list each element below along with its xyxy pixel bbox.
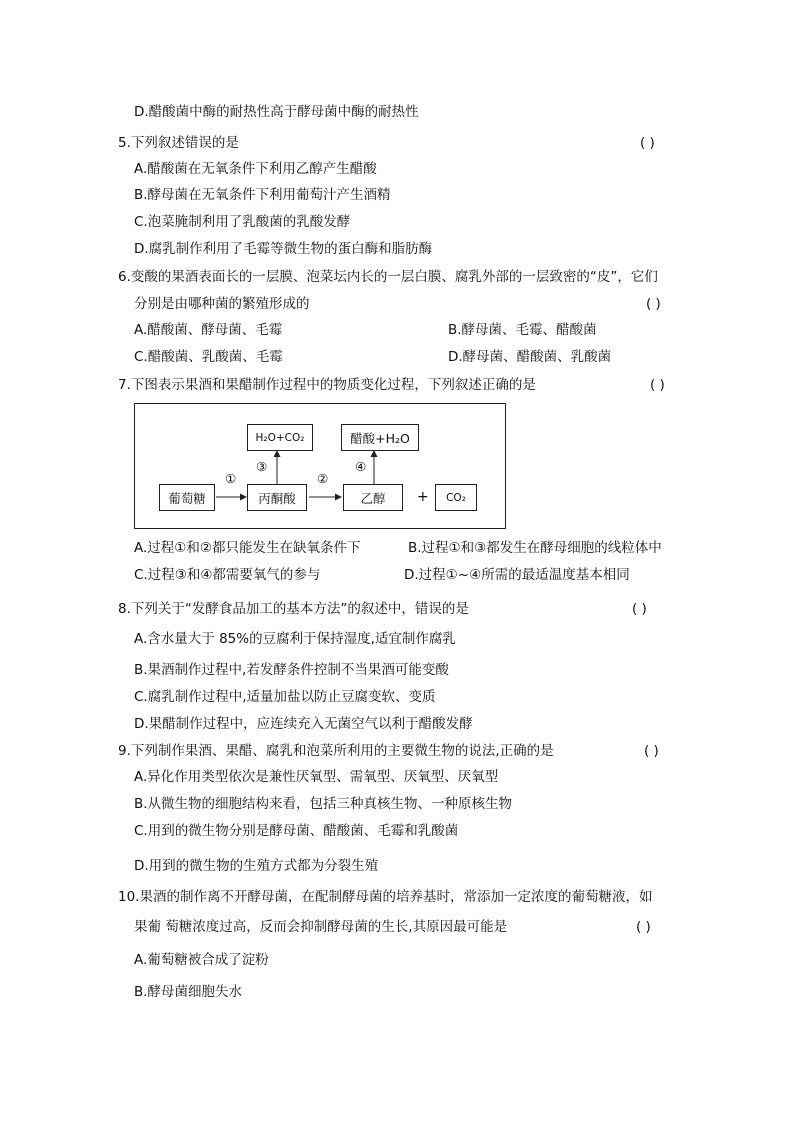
- q7-option-b: B.过程①和③都发生在酵母细胞的线粒体中: [408, 540, 662, 556]
- q9-option-b: B.从微生物的细胞结构来看，包括三种真核生物、一种原核生物: [134, 796, 513, 812]
- q10-answer-paren: ( ): [636, 919, 651, 935]
- box-h2o-co2: H₂O+CO₂: [247, 424, 313, 451]
- q6-stem: 6.变酸的果酒表面长的一层膜、泡菜坛内长的一层白膜、腐乳外部的一层致密的“皮”，它们: [118, 269, 658, 285]
- q9-stem: 9.下列制作果酒、果醋、腐乳和泡菜所利用的主要微生物的说法,正确的是: [118, 743, 554, 759]
- q9-option-d: D.用到的微生物的生殖方式都为分裂生殖: [134, 858, 379, 874]
- q7-option-c: C.过程③和④都需要氧气的参与: [134, 567, 321, 583]
- q4-option-d: D.醋酸菌中酶的耐热性高于酵母菌中酶的耐热性: [134, 104, 419, 120]
- q10-option-a: A.葡萄糖被合成了淀粉: [134, 952, 269, 968]
- label-step3: ③: [256, 459, 268, 474]
- q7-process-diagram: [134, 403, 506, 529]
- q9-option-c: C.用到的微生物分别是酵母菌、醋酸菌、毛霉和乳酸菌: [134, 823, 459, 839]
- q8-option-a: A.含水量大于 85%的豆腐利于保持湿度,适宜制作腐乳: [134, 631, 456, 647]
- q8-answer-paren: ( ): [632, 601, 647, 617]
- q8-option-b: B.果酒制作过程中,若发酵条件控制不当果酒可能变酸: [134, 662, 449, 678]
- q5-option-a: A.醋酸菌在无氧条件下利用乙醇产生醋酸: [134, 161, 377, 177]
- q5-option-b: B.酵母菌在无氧条件下利用葡萄汁产生酒精: [134, 187, 391, 203]
- q7-answer-paren: ( ): [650, 377, 665, 393]
- q5-option-c: C.泡菜腌制利用了乳酸菌的乳酸发酵: [134, 214, 351, 230]
- box-co2: CO₂: [435, 484, 477, 511]
- q5-option-d: D.腐乳制作利用了毛霉等微生物的蛋白酶和脂肪酶: [134, 241, 433, 257]
- q7-option-a: A.过程①和②都只能发生在缺氧条件下: [134, 540, 361, 556]
- q5-answer-paren: ( ): [640, 135, 655, 151]
- box-pyruvate: 丙酮酸: [247, 484, 307, 511]
- q8-option-d: D.果醋制作过程中，应连续充入无菌空气以利于醋酸发酵: [134, 716, 473, 732]
- q6-option-a: A.醋酸菌、酵母菌、毛霉: [134, 322, 283, 338]
- q6-option-d: D.酵母菌、醋酸菌、乳酸菌: [448, 349, 612, 365]
- q9-option-a: A.异化作用类型依次是兼性厌氧型、需氧型、厌氧型、厌氧型: [134, 769, 499, 785]
- label-step2: ②: [317, 471, 329, 486]
- q10-option-b: B.酵母菌细胞失水: [134, 984, 243, 1000]
- q8-option-c: C.腐乳制作过程中,适量加盐以防止豆腐变软、变质: [134, 689, 436, 705]
- q8-stem: 8.下列关于“发酵食品加工的基本方法”的叙述中，错误的是: [118, 601, 469, 617]
- q10-stem: 10.果酒的制作离不开酵母菌，在配制酵母菌的培养基时，常添加一定浓度的葡萄糖液，如: [118, 889, 653, 905]
- q5-stem: 5.下列叙述错误的是: [118, 135, 239, 151]
- label-step1: ①: [225, 471, 237, 486]
- q7-option-d: D.过程①~④所需的最适温度基本相同: [404, 567, 630, 583]
- label-plus: +: [417, 489, 429, 505]
- q9-answer-paren: ( ): [644, 743, 659, 759]
- box-ethanol: 乙醇: [343, 484, 403, 511]
- q6-option-c: C.醋酸菌、乳酸菌、毛霉: [134, 349, 283, 365]
- q6-stem-cont: 分别是由哪种菌的繁殖形成的: [134, 296, 310, 312]
- label-step4: ④: [355, 459, 367, 474]
- q10-stem-cont: 果葡 萄糖浓度过高，反而会抑制酵母菌的生长,其原因最可能是: [134, 919, 508, 935]
- diagram-arrows: [135, 404, 507, 530]
- q7-stem: 7.下图表示果酒和果醋制作过程中的物质变化过程，下列叙述正确的是: [118, 377, 536, 393]
- box-glucose: 葡萄糖: [159, 484, 215, 511]
- box-acetic-h2o: 醋酸+H₂O: [341, 424, 419, 451]
- q6-answer-paren: ( ): [646, 296, 661, 312]
- q6-option-b: B.酵母菌、毛霉、醋酸菌: [448, 322, 597, 338]
